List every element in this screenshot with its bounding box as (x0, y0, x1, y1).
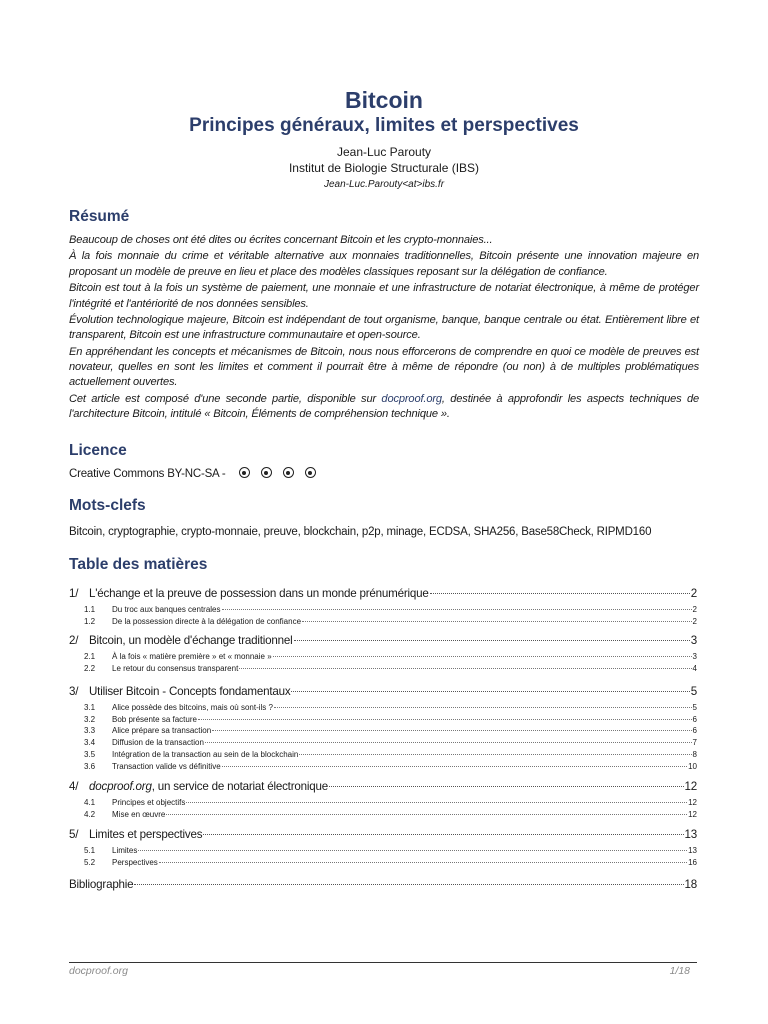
document-subtitle: Principes généraux, limites et perspectives (189, 115, 579, 136)
toc-entry-page: 12 (684, 780, 697, 793)
toc-subentry[interactable] (84, 737, 697, 748)
toc-subentry-number: 3.1 (84, 703, 96, 712)
toc-leader-dots (222, 609, 692, 610)
toc-entry-text: , un service de notariat électronique (151, 780, 328, 793)
resume-text: , destinée à approfondir les aspects techniques de l'architecture Bitcoin, intitulé « Bitcoin, Éléments de compréhension technique ». (69, 392, 700, 421)
author-email: Jean-Luc.Parouty<at>ibs.fr (323, 179, 445, 190)
toc-subentry[interactable] (84, 604, 697, 615)
nc-icon (283, 467, 294, 478)
author-institute: Institut de Biologie Structurale (IBS) (288, 161, 480, 175)
toc-leader-dots (299, 754, 691, 755)
toc-entry[interactable] (69, 633, 697, 648)
toc-entry-number: 1/ (69, 587, 79, 600)
toc-subentry[interactable] (84, 702, 697, 713)
toc-subentry[interactable] (84, 651, 697, 662)
sa-icon (305, 467, 316, 478)
toc-leader-dots (329, 786, 684, 787)
toc-entry-text: Bitcoin, un modèle d'échange traditionnel (89, 634, 293, 647)
licence-text: Creative Commons BY-NC-SA - (69, 468, 226, 480)
toc-entry-number: 3/ (69, 685, 79, 698)
toc-leader-dots (205, 742, 692, 743)
toc-entry-label (89, 779, 328, 794)
document-title: Bitcoin (345, 87, 423, 113)
by-icon (261, 467, 272, 478)
page-number: 1/18 (669, 965, 690, 977)
toc-subentry-number: 4.2 (84, 809, 96, 819)
toc-subentry-label: Intégration de la transaction au sein de la blockchain (112, 749, 299, 759)
toc-subentry-page: 10 (688, 761, 697, 771)
toc-subentry-number: 3.4 (84, 738, 96, 748)
toc-leader-dots (291, 691, 689, 692)
toc-subentry-page: 6 (692, 714, 697, 724)
toc-subentry-page: 7 (692, 738, 697, 748)
toc-subentry[interactable] (84, 797, 697, 808)
toc-entry-page: 5 (690, 685, 697, 698)
toc-entry-page: 3 (690, 634, 697, 647)
toc-leader-dots (294, 640, 690, 641)
toc-subentry-label: Perspectives (112, 857, 158, 867)
toc-subentry-number: 3.6 (84, 761, 96, 771)
toc-entry[interactable] (69, 586, 697, 601)
toc-heading: Table des matières (69, 556, 208, 573)
toc-subentry-number: 3.5 (84, 749, 96, 759)
licence-icons (235, 467, 320, 482)
toc-subentry-page: 13 (688, 846, 697, 855)
resume-heading: Résumé (69, 208, 130, 225)
toc-entry[interactable] (69, 779, 697, 794)
toc-leader-dots (430, 593, 690, 594)
toc-leader-dots (198, 719, 692, 720)
toc-subentry-number: 3.3 (84, 726, 96, 736)
toc-subentry-label: À la fois « matière première » et « monnaie » (112, 652, 272, 661)
toc-subentry-page: 2 (692, 616, 697, 626)
resume-abstract (69, 233, 699, 424)
toc-subentry-label: Mise en œuvre (112, 809, 166, 819)
toc-subentry-number: 5.2 (84, 857, 96, 867)
toc-subentry-number: 2.2 (84, 663, 96, 673)
toc-subentry-label: Principes et objectifs (112, 798, 186, 807)
footer-divider (69, 962, 697, 963)
toc-entry[interactable] (69, 877, 697, 892)
toc-subentry-label: Du troc aux banques centrales (112, 605, 221, 614)
toc-subentry-label: Diffusion de la transaction (112, 738, 204, 748)
resume-paragraph (69, 392, 699, 423)
toc-entry-text: Limites et perspectives (89, 828, 203, 841)
toc-subentry-page: 4 (692, 663, 697, 673)
toc-leader-dots (186, 802, 687, 803)
footer-site: docproof.org (69, 965, 128, 977)
toc-entry-italic: docproof.org (89, 780, 152, 793)
author-name: Jean-Luc Parouty (336, 145, 432, 159)
toc-entry-page: 2 (690, 587, 697, 600)
toc-subentry-page: 2 (692, 605, 697, 614)
resume-paragraph: Beaucoup de choses ont été dites ou écrites concernant Bitcoin et les crypto-monnaies... (69, 234, 493, 246)
toc-entry[interactable] (69, 684, 697, 699)
toc-leader-dots (274, 707, 692, 708)
toc-subentry[interactable] (84, 725, 697, 736)
resume-paragraph: En appréhendant les concepts et mécanismes de Bitcoin, nous nous efforcerons de comprendre en quoi ce modèle de preuves est novateur, quelles en sont les limites et comment il pourrait être à même de répondre (ou non) à de multiples problématiques actuellement ouvertes. (69, 345, 699, 389)
cc-icon (239, 467, 250, 478)
licence-line (69, 467, 320, 482)
toc-entry-label (89, 827, 202, 842)
keywords-heading: Mots-clefs (69, 497, 146, 514)
toc-subentry[interactable] (84, 761, 697, 772)
toc-entry-page: 18 (684, 878, 697, 891)
toc-entry-number: 4/ (69, 780, 79, 793)
toc-subentry-page: 12 (688, 809, 697, 819)
toc-leader-dots (203, 834, 683, 835)
toc-subentry-label: Alice prépare sa transaction (112, 726, 212, 736)
toc-subentry[interactable] (84, 663, 697, 674)
toc-subentry-label: Bob présente sa facture (112, 714, 197, 724)
toc-entry-label (89, 633, 293, 648)
toc-entry[interactable] (69, 827, 697, 842)
toc-subentry-number: 1.2 (84, 616, 96, 626)
toc-leader-dots (222, 766, 687, 767)
keywords-text: Bitcoin, cryptographie, crypto-monnaie, preuve, blockchain, p2p, minage, ECDSA, SHA256, Base58Check, RIPMD160 (69, 526, 652, 538)
toc-subentry-number: 1.1 (84, 605, 96, 614)
toc-entry-number: 2/ (69, 634, 79, 647)
toc-subentry[interactable] (84, 845, 697, 856)
toc-entry-text: Bibliographie (69, 878, 134, 891)
toc-subentry-number: 4.1 (84, 798, 96, 807)
resume-text: Cet article est composé d'une seconde partie, disponible sur (69, 392, 382, 405)
toc-subentry-page: 12 (688, 798, 697, 807)
licence-heading: Licence (69, 442, 127, 459)
toc-subentry[interactable] (84, 714, 697, 725)
resume-paragraph: À la fois monnaie du crime et véritable alternative aux monnaies traditionnelles, Bitcoin présente une innovation majeure en proposant un modèle de preuve en lieu et place des modèles classiques reposant sur la délégation de confiance. (69, 250, 699, 278)
toc-subentry-page: 6 (692, 726, 697, 736)
toc-subentry-page: 8 (692, 749, 697, 759)
toc-subentry-label: Le retour du consensus transparent (112, 663, 239, 673)
toc-subentry[interactable] (84, 809, 697, 820)
toc-subentry-number: 2.1 (84, 652, 96, 661)
toc-subentry-label: Limites (112, 846, 138, 855)
toc-subentry[interactable] (84, 616, 697, 627)
toc-subentry-number: 5.1 (84, 846, 96, 855)
toc-leader-dots (159, 862, 687, 863)
toc-leader-dots (212, 730, 691, 731)
toc-subentry[interactable] (84, 857, 697, 868)
toc-leader-dots (273, 656, 692, 657)
toc-subentry[interactable] (84, 749, 697, 760)
toc-leader-dots (134, 884, 683, 885)
toc-leader-dots (302, 621, 692, 622)
toc-entry-page: 13 (684, 828, 697, 841)
toc-subentry-page: 16 (688, 857, 697, 867)
toc-leader-dots (138, 850, 687, 851)
toc-subentry-page: 5 (692, 703, 697, 712)
toc-entry-label (89, 684, 290, 699)
toc-subentry-number: 3.2 (84, 714, 96, 724)
resume-paragraph: Bitcoin est tout à la fois un système de paiement, une monnaie et une infrastructure de notariat électronique, à même de protéger l'intégrité et l'antériorité de nos données sensibles. (69, 282, 699, 310)
toc-entry-label (69, 877, 133, 892)
docproof-link[interactable]: docproof.org (381, 392, 442, 405)
toc-entry-text: Utiliser Bitcoin - Concepts fondamentaux (89, 685, 291, 698)
toc-subentry-label: De la possession directe à la délégation de confiance (112, 616, 302, 626)
resume-paragraph: Évolution technologique majeure, Bitcoin est indépendant de tout organisme, banque, banque centrale ou état. Entièrement libre et transparent, Bitcoin est une infrastructure communautaire et open-source. (69, 314, 699, 342)
toc-entry-label (89, 586, 429, 601)
toc-subentry-label: Alice possède des bitcoins, mais où sont-ils ? (112, 703, 273, 712)
toc-subentry-page: 3 (692, 652, 697, 661)
toc-entry-number: 5/ (69, 828, 79, 841)
toc-leader-dots (166, 814, 687, 815)
toc-entry-text: L'échange et la preuve de possession dans un monde prénumérique (89, 587, 429, 600)
toc-leader-dots (239, 668, 691, 669)
toc-subentry-label: Transaction valide vs définitive (112, 761, 221, 771)
